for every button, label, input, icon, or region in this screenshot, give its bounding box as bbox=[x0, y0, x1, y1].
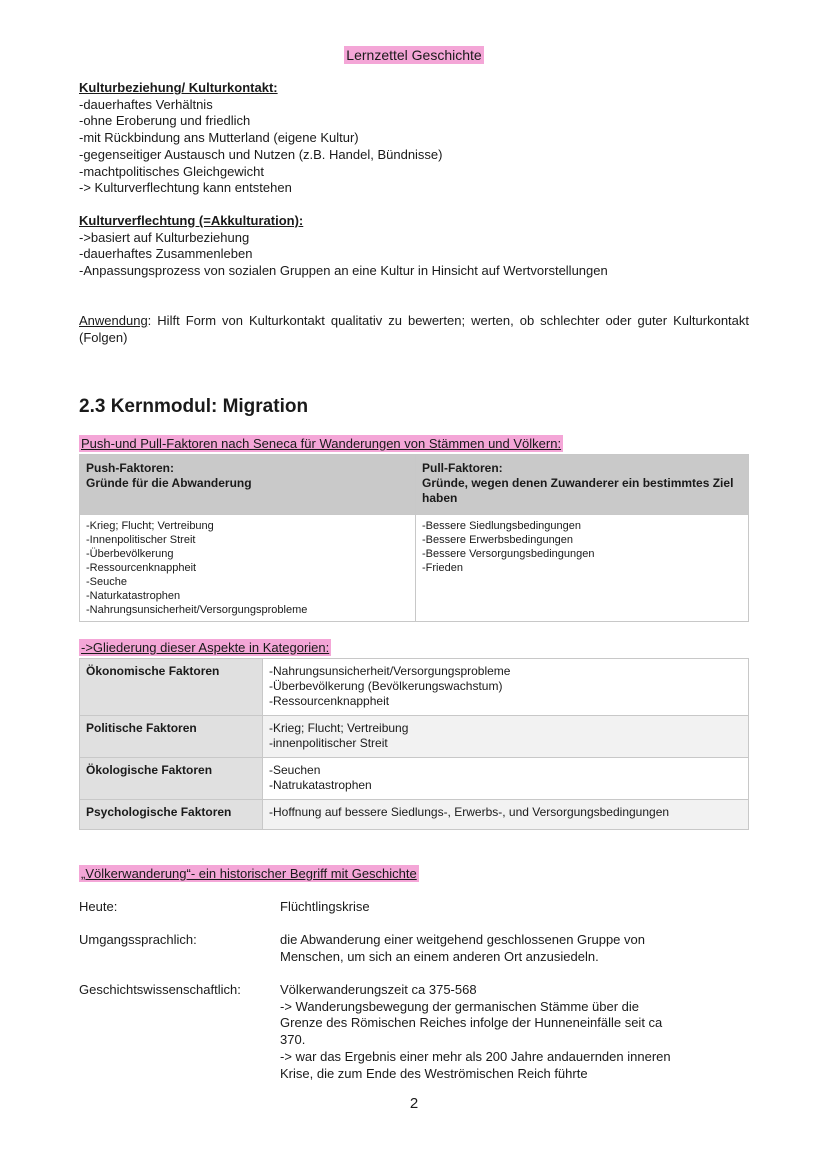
list-item: -Anpassungsprozess von sozialen Gruppen an eine Kultur in Hinsicht auf Wertvorstellungen bbox=[79, 263, 608, 279]
table-header-row bbox=[80, 455, 749, 515]
list-item: -Bessere Erwerbsbedingungen bbox=[422, 534, 574, 546]
definition-line: 370. bbox=[280, 1032, 306, 1048]
list-item: -Bessere Siedlungsbedingungen bbox=[422, 520, 582, 532]
table-row bbox=[80, 758, 749, 800]
list-item: -gegenseitiger Austausch und Nutzen (z.B. Handel, Bündnisse) bbox=[79, 146, 443, 162]
table-row bbox=[80, 716, 749, 758]
list-item: -Hoffnung auf bessere Siedlungs-, Erwerbs-, und Versorgungsbedingungen bbox=[269, 805, 670, 819]
list-item: -Bessere Versorgungsbedingungen bbox=[422, 548, 595, 560]
definition-line: Menschen, um sich an einem anderen Ort anzusiedeln. bbox=[280, 948, 599, 964]
list-item: -mit Rückbindung ans Mutterland (eigene Kultur) bbox=[79, 130, 359, 146]
list-item: -Überbevölkerung (Bevölkerungswachstum) bbox=[269, 679, 503, 693]
list-item: -> Kulturverflechtung kann entstehen bbox=[79, 180, 292, 196]
voelkerwanderung-heading: „Völkerwanderung“- ein historischer Begriff mit Geschichte bbox=[81, 866, 417, 881]
list-item: -Innenpolitischer Streit bbox=[86, 534, 196, 546]
definition-line: Völkerwanderungszeit ca 375-568 bbox=[280, 982, 477, 997]
definition-line: Krise, die zum Ende des Weströmischen Reich führte bbox=[280, 1065, 588, 1081]
definition-term: Umgangssprachlich: bbox=[79, 932, 197, 947]
title-wrap bbox=[0, 47, 828, 65]
list-item: -machtpolitisches Gleichgewicht bbox=[79, 163, 264, 179]
list-item: -Ressourcenknappheit bbox=[269, 694, 390, 708]
list-item: -innenpolitischer Streit bbox=[269, 736, 388, 750]
push-subtitle: Gründe für die Abwanderung bbox=[86, 476, 252, 490]
list-item: -Krieg; Flucht; Vertreibung bbox=[86, 520, 214, 532]
page-title: Lernzettel Geschichte bbox=[346, 47, 482, 63]
list-item: -Naturkatastrophen bbox=[86, 590, 181, 602]
list-item: -Krieg; Flucht; Vertreibung bbox=[269, 721, 409, 735]
list-item: ->basiert auf Kulturbeziehung bbox=[79, 229, 250, 245]
push-pull-heading-wrap bbox=[79, 436, 563, 451]
kulturverflechtung-heading: Kulturverflechtung (=Akkulturation): bbox=[79, 213, 304, 228]
list-item: -Nahrungsunsicherheit/Versorgungsprobleme bbox=[269, 664, 511, 678]
kulturbeziehung-heading: Kulturbeziehung/ Kulturkontakt: bbox=[79, 80, 278, 95]
definition-line: Flüchtlingskrise bbox=[280, 899, 370, 914]
category-table bbox=[79, 658, 749, 830]
list-item: -dauerhaftes Verhältnis bbox=[79, 96, 213, 112]
section-heading: 2.3 Kernmodul: Migration bbox=[79, 396, 309, 417]
category-items-cell bbox=[263, 800, 749, 830]
push-pull-heading: Push-und Pull-Faktoren nach Seneca für Wanderungen von Stämmen und Völkern: bbox=[81, 436, 562, 451]
list-item: -ohne Eroberung und friedlich bbox=[79, 113, 251, 129]
kulturverflechtung-section bbox=[79, 213, 749, 280]
list-item: -Frieden bbox=[422, 562, 463, 574]
push-pull-table bbox=[79, 454, 749, 622]
list-item: -Natrukatastrophen bbox=[269, 778, 372, 792]
category-cell: Ökologische Faktoren bbox=[80, 758, 263, 800]
pull-items-cell bbox=[416, 515, 749, 622]
category-cell: Psychologische Faktoren bbox=[80, 800, 263, 830]
list-item: -Seuche bbox=[86, 576, 127, 588]
category-items-cell bbox=[263, 716, 749, 758]
definition-line: Grenze des Römischen Reiches infolge der Hunneneinfälle seit ca bbox=[280, 1015, 663, 1031]
pull-title: Pull-Faktoren: bbox=[422, 461, 503, 475]
definition-line: -> Wanderungsbewegung der germanischen Stämme über die bbox=[280, 998, 640, 1014]
gliederung-heading-wrap bbox=[79, 640, 331, 655]
list-item: -Nahrungsunsicherheit/Versorgungsprobleme bbox=[86, 604, 308, 616]
table-row bbox=[80, 515, 749, 622]
list-item: -Seuchen bbox=[269, 763, 321, 777]
definition-term: Heute: bbox=[79, 899, 118, 914]
anwendung-paragraph bbox=[79, 313, 749, 346]
table-row bbox=[80, 800, 749, 830]
category-cell: Ökonomische Faktoren bbox=[80, 659, 263, 716]
definition-term: Geschichtswissenschaftlich: bbox=[79, 982, 241, 997]
list-item: -Ressourcenknappheit bbox=[86, 562, 197, 574]
definition-desc bbox=[280, 899, 710, 916]
table-row bbox=[80, 659, 749, 716]
pull-subtitle: Gründe, wegen denen Zuwanderer ein bestimmtes Ziel haben bbox=[422, 476, 734, 505]
push-header bbox=[80, 455, 416, 515]
category-items-cell bbox=[263, 758, 749, 800]
category-items-cell bbox=[263, 659, 749, 716]
definition-line: -> war das Ergebnis einer mehr als 200 Jahre andauernden inneren bbox=[280, 1048, 671, 1064]
definition-line: die Abwanderung einer weitgehend geschlossenen Gruppe von bbox=[280, 932, 645, 947]
pull-header bbox=[416, 455, 749, 515]
push-items-cell bbox=[80, 515, 416, 622]
definition-desc bbox=[280, 932, 710, 965]
anwendung-text: : Hilft Form von Kulturkontakt qualitativ zu bewerten; werten, ob schlechter oder guter Kulturkontakt (Folgen) bbox=[79, 313, 749, 345]
category-cell: Politische Faktoren bbox=[80, 716, 263, 758]
voelkerwanderung-heading-wrap bbox=[79, 866, 419, 881]
kulturbeziehung-section bbox=[79, 80, 749, 197]
list-item: -dauerhaftes Zusammenleben bbox=[79, 246, 253, 262]
list-item: -Überbevölkerung bbox=[86, 548, 174, 560]
anwendung-label: Anwendung bbox=[79, 313, 148, 328]
definition-desc bbox=[280, 982, 710, 1082]
page-number: 2 bbox=[409, 1095, 419, 1112]
push-title: Push-Faktoren: bbox=[86, 461, 175, 475]
gliederung-heading: ->Gliederung dieser Aspekte in Kategorien: bbox=[81, 640, 330, 655]
